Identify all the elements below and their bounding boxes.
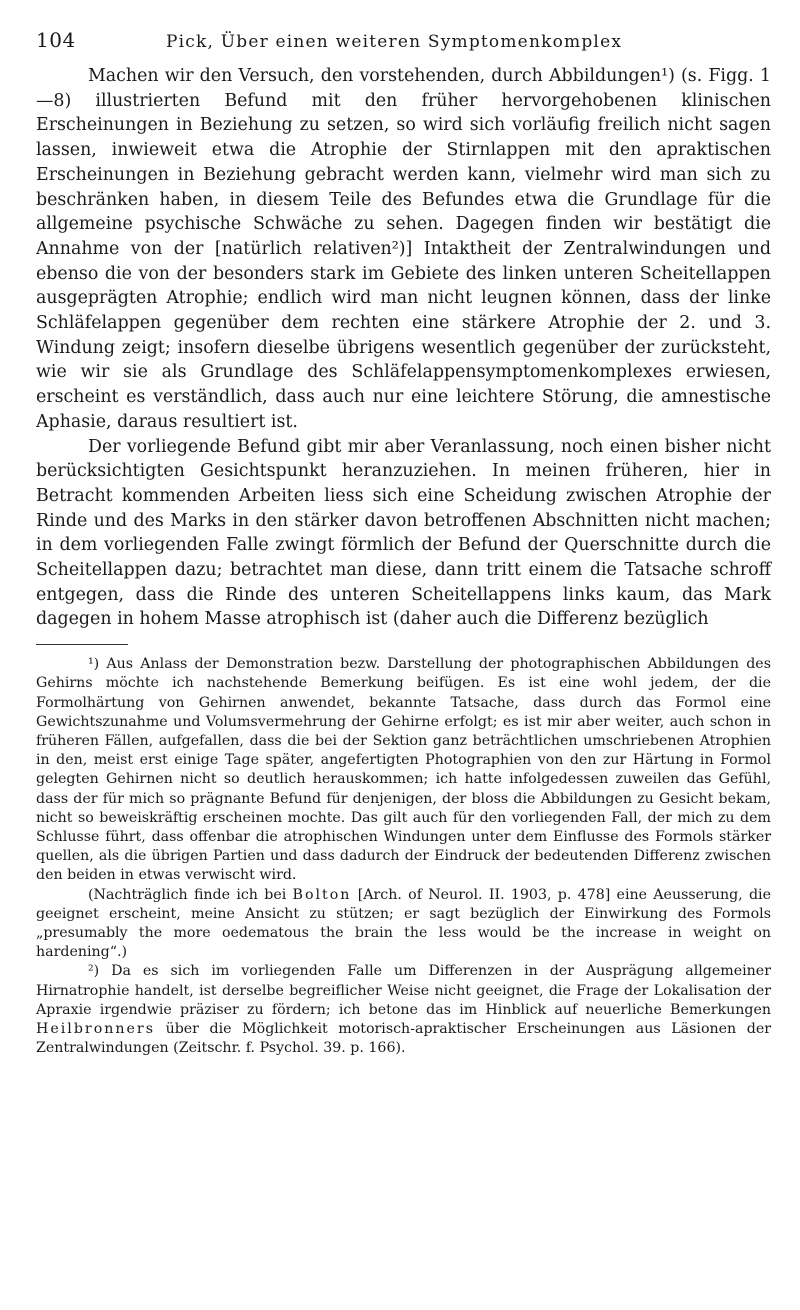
paragraph-1: Machen wir den Versuch, den vorstehenden, durch Abbildungen¹) (s. Figg. 1—8) illustrierten Befund mit den früher hervorgehobenen klinischen Erscheinungen in Beziehung zu setzen, so wird sich vorläufig freilich nicht sagen lassen, inwieweit etwa die Atrophie der Stirnlappen mit den apraktischen Erscheinungen in Beziehung gebracht werden kann, vielmehr wird man sich zu beschränken haben, in diesem Teile des Befundes etwa die Grundlage für die allgemeine psychische Schwäche zu sehen. Dagegen finden wir bestätigt die Annahme von der [natürlich relativen²)] Intaktheit der Zentralwindungen und ebenso die von der besonders stark im Gebiete des linken unteren Scheitellappen ausgeprägten Atrophie; endlich wird man nicht leugnen können, dass der linke Schläfelappen gegenüber dem rechten eine stärkere Atrophie der 2. und 3. Windung zeigt; insofern dieselbe übrigens wesentlich gegenüber der zurücksteht, wie wir sie als Grundlage des Schläfelappensymptomenkomplexes erwiesen, erscheint es verständlich, dass auch nur eine leichtere Störung, die amnestische Aphasie, daraus resultiert ist. xyxy=(36,66,771,432)
footnote-2-end: über die Möglichkeit motorisch-apraktischer Erscheinungen aus Läsionen der Zentralwindungen (Zeitschr. f. Psychol. 39. p. 166). xyxy=(36,1021,771,1057)
footnote-2-start: ²) Da es sich im vorliegenden Falle um Differenzen in der Ausprägung allgemeiner Hirnatrophie handelt, ist derselbe begreiflicher Weise nicht geeignet, die Frage der Lokalisation der Apraxie irgendwie präziser zu fördern; ich betone das im Hinblick auf neuerliche Bemerkungen xyxy=(36,963,771,1018)
page-number: 104 xyxy=(36,28,76,52)
footnote-1-addendum-end: [Arch. of Neurol. II. 1903, p. 478] eine Aeusserung, die geeignet erscheint, meine Ansicht zu stützen; er sagt bezüglich der Einwirkung des Formols „presumably the more oedematous the brain the less would be the increase in weight on hardening“.) xyxy=(36,886,771,961)
paragraph-2: Der vorliegende Befund gibt mir aber Veranlassung, noch einen bisher nicht berücksichtigten Gesichtspunkt heranzuziehen. In meinen früheren, hier in Betracht kommenden Arbeiten liess sich eine Scheidung zwischen Atrophie der Rinde und des Marks in den stärker davon betroffenen Abschnitten nicht machen; in dem vorliegenden Falle zwingt förmlich der Befund der Querschnitte durch die Scheitellappen dazu; betrachtet man diese, dann tritt einem die Tatsache schroff entgegen, dass die Rinde des unteren Scheitellappens links kaum, das Mark dagegen in hohem Masse atrophisch ist (daher auch die Differenz bezüglich xyxy=(36,436,771,630)
main-text xyxy=(36,64,771,632)
footnote-2 xyxy=(36,962,771,1058)
footnote-1-addendum xyxy=(36,886,771,963)
footnote-1-addendum-start: (Nachträglich finde ich bei xyxy=(88,886,293,903)
footnotes xyxy=(36,655,771,1058)
book-page xyxy=(36,28,771,1058)
footnote-divider xyxy=(36,644,128,645)
page-header xyxy=(36,28,771,58)
author-heilbronner: Heilbronners xyxy=(36,1021,155,1038)
running-title: Pick, Über einen weiteren Symptomenkomplex xyxy=(166,32,623,52)
footnote-1: ¹) Aus Anlass der Demonstration bezw. Darstellung der photographischen Abbildungen des Gehirns möchte ich nachstehende Bemerkung beifügen. Es ist eine wohl jedem, der die Formolhärtung von Gehirnen anwendet, bekannte Tatsache, dass durch das Formol eine Gewichtszunahme und Volumsvermehrung der Gehirne erfolgt; es ist mir aber weiter, auch schon in früheren Fällen, aufgefallen, dass die bei der Sektion ganz beträchtlichen umschriebenen Atrophien in den, meist erst einige Tage später, angefertigten Photographien von den zur Härtung in Formol gelegten Gehirnen nicht so deutlich herauskommen; ich hatte infolgedessen zuweilen das Gefühl, dass der für mich so prägnante Befund für denjenigen, der bloss die Abbildungen zu Gesicht bekam, nicht so beweiskräftig erscheinen mochte. Das gilt auch für den vorliegenden Fall, der mich zu dem Schlusse führt, dass offenbar die atrophischen Windungen unter dem Einflusse des Formols stärker quellen, als die übrigen Partien und dass dadurch der Eindruck der bedeutenden Differenz zwischen den beiden in etwas verwischt wird. xyxy=(36,656,771,884)
author-bolton: Bolton xyxy=(292,886,352,903)
